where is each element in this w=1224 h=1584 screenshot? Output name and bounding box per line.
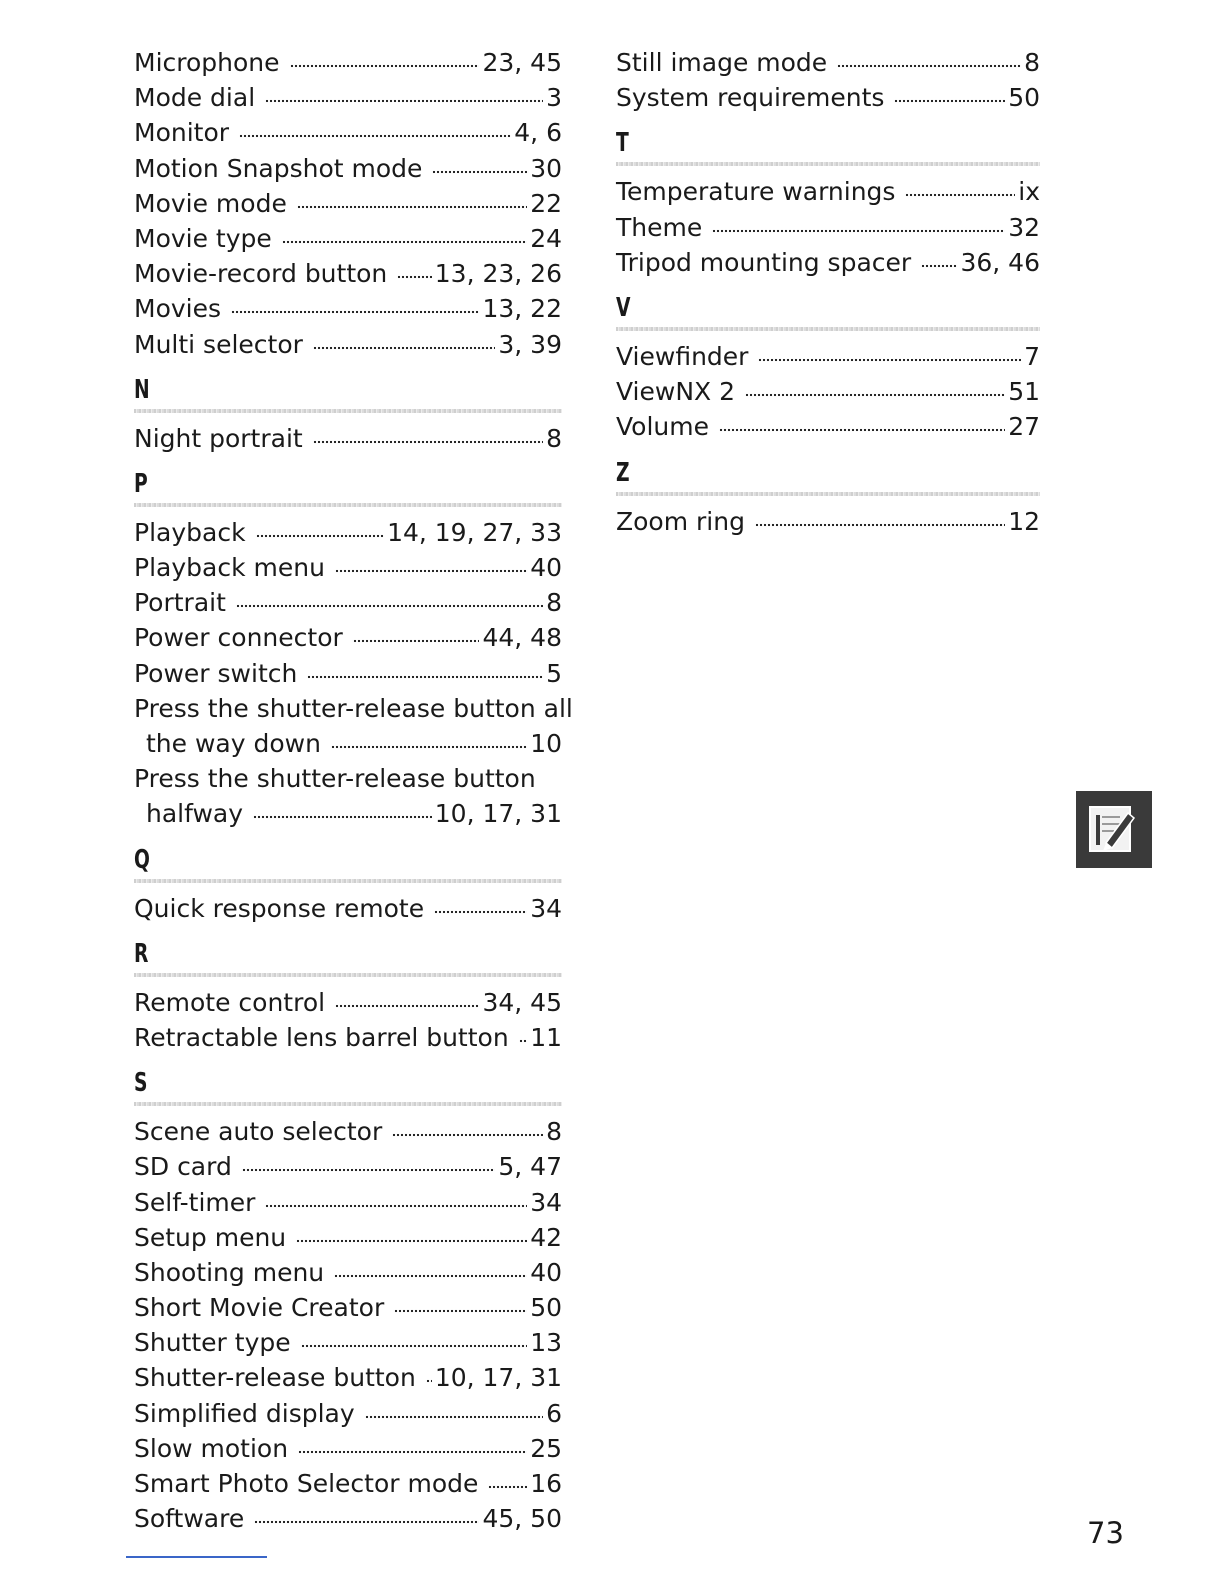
index-term: Movies bbox=[134, 294, 222, 324]
section-letter: Q bbox=[134, 844, 150, 875]
index-term: Power connector bbox=[134, 623, 343, 653]
dot-leader bbox=[397, 272, 431, 282]
dot-leader bbox=[313, 343, 495, 353]
index-pages: ix bbox=[1018, 177, 1040, 207]
index-entry bbox=[616, 45, 1040, 80]
dot-leader bbox=[365, 1412, 543, 1422]
dot-leader bbox=[353, 636, 480, 646]
dot-leader bbox=[231, 307, 479, 317]
index-pages: 42 bbox=[530, 1222, 562, 1252]
index-term: Shutter type bbox=[134, 1328, 291, 1358]
section-t bbox=[616, 127, 1040, 166]
index-entry bbox=[134, 221, 562, 256]
index-pages: 7 bbox=[1024, 341, 1040, 371]
index-entry bbox=[134, 550, 562, 585]
index-entry bbox=[134, 1114, 562, 1149]
dot-leader bbox=[894, 96, 1005, 106]
index-term: Volume bbox=[616, 412, 709, 442]
section-divider bbox=[134, 409, 562, 413]
index-group-m bbox=[134, 45, 562, 362]
index-term: Movie type bbox=[134, 223, 272, 253]
index-pages: 30 bbox=[530, 153, 562, 183]
index-entry bbox=[134, 515, 562, 550]
index-pages: 10, 17, 31 bbox=[434, 1363, 563, 1393]
dot-leader bbox=[335, 1001, 479, 1011]
index-pages: 50 bbox=[530, 1293, 562, 1323]
index-pages: 10 bbox=[530, 729, 562, 758]
index-entry bbox=[134, 1149, 562, 1184]
section-q bbox=[134, 844, 562, 883]
index-term: Still image mode bbox=[616, 48, 828, 77]
index-entry bbox=[616, 174, 1040, 209]
index-entry bbox=[134, 656, 562, 691]
index-term: Smart Photo Selector mode bbox=[134, 1469, 479, 1498]
index-entry bbox=[134, 291, 562, 326]
section-letter: P bbox=[134, 468, 148, 499]
index-column-left bbox=[134, 45, 573, 1536]
index-pages: 22 bbox=[530, 188, 562, 218]
index-entry bbox=[616, 409, 1040, 444]
index-term: System requirements bbox=[616, 83, 885, 113]
dot-leader bbox=[298, 1447, 527, 1457]
index-term: Short Movie Creator bbox=[134, 1293, 385, 1323]
index-term: Movie mode bbox=[134, 188, 287, 218]
index-term: Temperature warnings bbox=[616, 177, 896, 207]
dot-leader bbox=[334, 1271, 527, 1281]
dot-leader bbox=[331, 742, 527, 752]
dot-leader bbox=[719, 425, 1005, 435]
dot-leader bbox=[745, 390, 1005, 400]
index-pages: 50 bbox=[1008, 83, 1040, 113]
index-pen-icon bbox=[1076, 791, 1152, 868]
index-pages: 34, 45 bbox=[482, 987, 562, 1017]
index-pen-icon-graphic bbox=[1076, 791, 1152, 868]
index-entry bbox=[134, 1290, 562, 1325]
index-entry bbox=[616, 374, 1040, 409]
index-term: Scene auto selector bbox=[134, 1117, 383, 1147]
dot-leader bbox=[265, 1201, 527, 1211]
dot-leader bbox=[236, 601, 543, 611]
dot-leader bbox=[432, 167, 527, 177]
dot-leader bbox=[301, 1341, 528, 1351]
dot-leader bbox=[239, 131, 511, 141]
index-term: Setup menu bbox=[134, 1222, 287, 1252]
index-entry bbox=[134, 1020, 562, 1055]
index-term: Movie-record button bbox=[134, 259, 388, 289]
index-pages: 44, 48 bbox=[482, 623, 562, 653]
section-letter: Z bbox=[616, 457, 630, 488]
index-entry bbox=[134, 151, 562, 186]
index-entry bbox=[134, 1501, 562, 1536]
dot-leader bbox=[905, 190, 1015, 200]
index-term: Remote control bbox=[134, 987, 326, 1017]
index-term: Viewfinder bbox=[616, 341, 749, 371]
index-pages: 40 bbox=[530, 553, 562, 583]
index-pages: 25 bbox=[530, 1433, 562, 1463]
index-pages: 34 bbox=[530, 893, 562, 923]
index-entry bbox=[134, 891, 562, 926]
index-term: Press the shutter-release button all bbox=[134, 693, 573, 723]
index-entry bbox=[134, 256, 562, 291]
index-term: Monitor bbox=[134, 118, 230, 148]
section-divider bbox=[616, 492, 1040, 496]
dot-leader bbox=[434, 907, 527, 917]
section-n bbox=[134, 374, 562, 413]
index-pages: 13, 23, 26 bbox=[434, 259, 562, 289]
dot-leader bbox=[755, 520, 1005, 530]
section-v bbox=[616, 292, 1040, 331]
dot-leader bbox=[265, 96, 543, 106]
index-term: Mode dial bbox=[134, 83, 256, 113]
dot-leader bbox=[921, 261, 957, 271]
dot-leader bbox=[290, 61, 480, 71]
index-pages: 8 bbox=[1024, 48, 1040, 77]
index-entry bbox=[134, 1255, 562, 1290]
footer-rule bbox=[126, 1556, 267, 1558]
index-entry bbox=[616, 339, 1040, 374]
index-entry bbox=[134, 421, 562, 456]
dot-leader bbox=[253, 812, 432, 822]
section-divider bbox=[134, 503, 562, 507]
index-pages: 32 bbox=[1008, 212, 1040, 242]
index-term: Microphone bbox=[134, 48, 280, 77]
index-pages: 34 bbox=[530, 1187, 562, 1217]
section-letter: T bbox=[616, 128, 629, 159]
section-z bbox=[616, 457, 1040, 496]
index-term: Self-timer bbox=[134, 1187, 256, 1217]
index-entry bbox=[134, 186, 562, 221]
section-letter: V bbox=[616, 292, 631, 323]
index-pages: 16 bbox=[530, 1469, 562, 1498]
index-pages: 13 bbox=[530, 1328, 562, 1358]
index-term-continued: halfway bbox=[146, 799, 244, 829]
index-entry bbox=[616, 504, 1040, 539]
section-divider bbox=[134, 973, 562, 977]
dot-leader bbox=[282, 237, 527, 247]
index-term: Press the shutter-release button bbox=[134, 764, 536, 794]
index-entry bbox=[134, 1325, 562, 1360]
section-letter: N bbox=[134, 374, 150, 405]
index-pages: 5, 47 bbox=[498, 1152, 562, 1182]
index-pages: 27 bbox=[1008, 412, 1040, 442]
dot-leader bbox=[712, 226, 1005, 236]
index-pages: 40 bbox=[530, 1257, 562, 1287]
index-term: Zoom ring bbox=[616, 506, 745, 536]
index-pages: 8 bbox=[546, 588, 562, 618]
index-term: Retractable lens barrel button bbox=[134, 1022, 509, 1052]
dot-leader bbox=[837, 61, 1021, 71]
section-s bbox=[134, 1067, 562, 1106]
index-pages: 23, 45 bbox=[482, 48, 562, 77]
index-term: Quick response remote bbox=[134, 893, 425, 923]
section-letter: R bbox=[134, 938, 149, 969]
index-term: Shooting menu bbox=[134, 1257, 325, 1287]
index-term: Theme bbox=[616, 212, 703, 242]
index-entry bbox=[134, 691, 573, 761]
index-term: Multi selector bbox=[134, 329, 303, 359]
page-number: 73 bbox=[1087, 1516, 1124, 1550]
section-divider bbox=[616, 327, 1040, 331]
dot-leader bbox=[254, 1517, 479, 1527]
index-pages: 4, 6 bbox=[514, 118, 562, 148]
index-pages: 36, 46 bbox=[960, 247, 1040, 277]
index-entry bbox=[134, 1431, 562, 1466]
section-divider bbox=[134, 1102, 562, 1106]
index-term: Playback menu bbox=[134, 553, 325, 583]
index-pages: 12 bbox=[1008, 506, 1040, 536]
index-pages: 11 bbox=[530, 1022, 562, 1052]
index-pages: 3, 39 bbox=[498, 329, 562, 359]
index-term: Portrait bbox=[134, 588, 226, 618]
index-entry bbox=[134, 1185, 562, 1220]
section-divider bbox=[616, 162, 1040, 166]
index-entry bbox=[134, 585, 562, 620]
index-entry bbox=[134, 45, 562, 80]
index-entry bbox=[616, 80, 1040, 115]
index-term: Night portrait bbox=[134, 423, 303, 453]
index-term: ViewNX 2 bbox=[616, 377, 736, 407]
index-entry bbox=[134, 80, 562, 115]
dot-leader bbox=[392, 1130, 543, 1140]
section-letter: S bbox=[134, 1068, 148, 1099]
dot-leader bbox=[758, 355, 1021, 365]
dot-leader bbox=[307, 672, 543, 682]
dot-leader bbox=[335, 566, 527, 576]
index-term: Software bbox=[134, 1504, 245, 1534]
index-term: Slow motion bbox=[134, 1433, 289, 1463]
index-pages: 5 bbox=[546, 658, 562, 688]
index-term: Motion Snapshot mode bbox=[134, 153, 423, 183]
dot-leader bbox=[519, 1036, 528, 1046]
index-entry bbox=[616, 210, 1040, 245]
index-entry bbox=[616, 245, 1040, 280]
index-term: Shutter-release button bbox=[134, 1363, 416, 1393]
index-pages: 8 bbox=[546, 1117, 562, 1147]
dot-leader bbox=[242, 1165, 496, 1175]
dot-leader bbox=[488, 1482, 527, 1492]
index-pages: 10, 17, 31 bbox=[434, 799, 562, 829]
dot-leader bbox=[394, 1306, 527, 1316]
index-pages: 13, 22 bbox=[482, 294, 562, 324]
index-pages: 51 bbox=[1008, 377, 1040, 407]
index-entry bbox=[134, 115, 562, 150]
index-pages: 24 bbox=[530, 223, 562, 253]
index-pages: 8 bbox=[546, 423, 562, 453]
index-column-right bbox=[616, 45, 1040, 539]
index-pages: 6 bbox=[546, 1398, 562, 1428]
dot-leader bbox=[296, 1236, 527, 1246]
index-pages: 3 bbox=[546, 83, 562, 113]
index-entry bbox=[134, 985, 562, 1020]
index-pages: 45, 50 bbox=[482, 1504, 562, 1534]
dot-leader bbox=[256, 531, 385, 541]
index-entry bbox=[134, 761, 562, 831]
section-r bbox=[134, 938, 562, 977]
index-pages: 14, 19, 27, 33 bbox=[387, 517, 562, 547]
index-term: Simplified display bbox=[134, 1398, 355, 1428]
index-term: Playback bbox=[134, 517, 246, 547]
dot-leader bbox=[426, 1376, 432, 1386]
dot-leader bbox=[313, 437, 543, 447]
index-term: Tripod mounting spacer bbox=[616, 247, 912, 277]
section-p bbox=[134, 468, 562, 507]
index-entry bbox=[134, 1396, 562, 1431]
dot-leader bbox=[297, 202, 527, 212]
index-term: Power switch bbox=[134, 658, 298, 688]
index-entry bbox=[134, 620, 562, 655]
index-term-continued: the way down bbox=[146, 729, 321, 758]
index-entry bbox=[134, 1220, 562, 1255]
index-entry bbox=[134, 1360, 562, 1395]
index-entry bbox=[134, 327, 562, 362]
index-term: SD card bbox=[134, 1152, 232, 1182]
index-entry bbox=[134, 1466, 562, 1501]
section-divider bbox=[134, 879, 562, 883]
